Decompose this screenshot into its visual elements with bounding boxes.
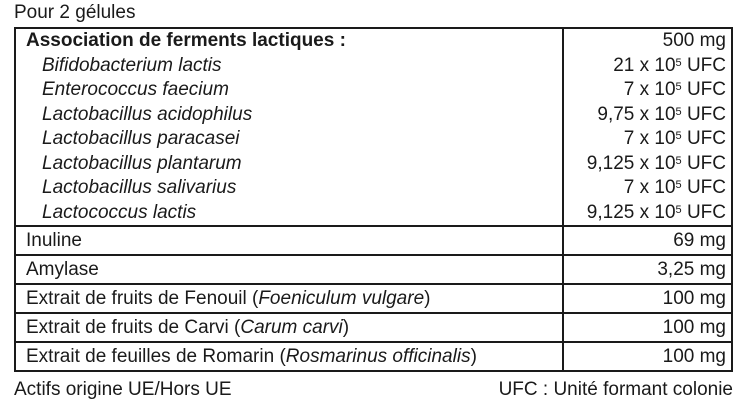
- strain-value-exponent: 5: [675, 154, 682, 167]
- strain-value-unit: UFC: [681, 79, 726, 100]
- ingredient-name: Amylase: [26, 259, 99, 280]
- ingredient-name: Extrait de feuilles de Romarin (: [26, 346, 286, 367]
- ferments-row: [15, 28, 732, 226]
- ingredient-name-suffix: ): [424, 288, 431, 309]
- ingredient-name-cell: [15, 255, 563, 284]
- ingredient-latin-name: Carum carvi: [240, 317, 343, 338]
- ingredient-row: [15, 284, 732, 313]
- strain-value: [574, 127, 726, 152]
- footer: [14, 378, 733, 402]
- ingredient-name-cell: [15, 226, 563, 255]
- strain-value-unit: UFC: [681, 103, 726, 125]
- strain-value: [574, 201, 726, 226]
- strain-name: Lactobacillus salivarius: [42, 177, 237, 198]
- ferments-title: Association de ferments lactiques :: [26, 30, 346, 51]
- strain-value-exponent: 5: [675, 130, 682, 142]
- ferments-names-cell: [15, 28, 563, 226]
- strain-name: Lactobacillus plantarum: [42, 152, 242, 174]
- strain-value-unit: UFC: [681, 177, 726, 198]
- strain-value: [574, 176, 726, 201]
- ingredient-row: [15, 226, 732, 255]
- strain-name: Enterococcus faecium: [42, 79, 229, 100]
- ingredient-name-suffix: ): [470, 346, 477, 367]
- strain-value: [574, 54, 726, 79]
- ingredient-value: 100 mg: [563, 342, 732, 371]
- strain-value: [574, 152, 726, 177]
- ingredient-name-suffix: ): [342, 317, 350, 338]
- ingredient-name-cell: [15, 342, 563, 371]
- ingredient-name: Extrait de fruits de Carvi (: [26, 317, 241, 338]
- strain-value-base: 9,75 x 10: [597, 103, 676, 125]
- ferments-total: 500 mg: [662, 30, 726, 51]
- ingredient-name: Extrait de fruits de Fenouil (: [26, 288, 259, 309]
- strain-value-base: 7 x 10: [623, 79, 676, 100]
- strain-value-base: 7 x 10: [623, 128, 676, 149]
- table-heading: Pour 2 gélules: [14, 2, 136, 23]
- ingredient-value: 3,25 mg: [563, 255, 732, 284]
- composition-table: [14, 27, 733, 372]
- strain-name: Lactococcus lactis: [42, 201, 197, 223]
- strain-value-base: 21 x 10: [613, 54, 676, 76]
- strain-value-exponent: 5: [675, 179, 682, 191]
- footer-ufc-definition: UFC : Unité formant colonie: [498, 379, 733, 400]
- strain-value: [574, 78, 726, 103]
- ingredient-value: 69 mg: [563, 226, 732, 255]
- ingredient-row: [15, 255, 732, 284]
- strain-value: [574, 103, 726, 128]
- strain-value-exponent: 5: [675, 56, 682, 69]
- strain-value-unit: UFC: [681, 128, 726, 149]
- ingredient-value: 100 mg: [563, 313, 732, 342]
- strain-value-unit: UFC: [681, 54, 726, 76]
- strain-value-unit: UFC: [681, 152, 726, 174]
- strain-value-base: 9,125 x 10: [586, 152, 676, 174]
- ingredient-latin-name: Rosmarinus officinalis: [285, 346, 471, 367]
- strain-name: Lactobacillus acidophilus: [42, 103, 253, 125]
- strain-value-unit: UFC: [681, 201, 726, 223]
- strain-name: Bifidobacterium lactis: [42, 54, 222, 76]
- strain-name: Lactobacillus paracasei: [42, 128, 240, 149]
- strain-value-base: 9,125 x 10: [586, 201, 676, 223]
- ingredient-value: 100 mg: [563, 284, 732, 313]
- strain-value-base: 7 x 10: [623, 177, 676, 198]
- strain-value-exponent: 5: [675, 105, 682, 118]
- ferments-values-cell: [563, 28, 732, 226]
- ingredient-row: [15, 313, 732, 342]
- ingredient-name: Inuline: [26, 230, 82, 251]
- ingredient-latin-name: Foeniculum vulgare: [258, 288, 425, 309]
- ingredient-name-cell: [15, 284, 563, 313]
- ingredient-row: [15, 342, 732, 371]
- strain-value-exponent: 5: [675, 81, 682, 93]
- strain-value-exponent: 5: [675, 203, 682, 216]
- ingredient-name-cell: [15, 313, 563, 342]
- footer-origin-note: Actifs origine UE/Hors UE: [14, 379, 232, 400]
